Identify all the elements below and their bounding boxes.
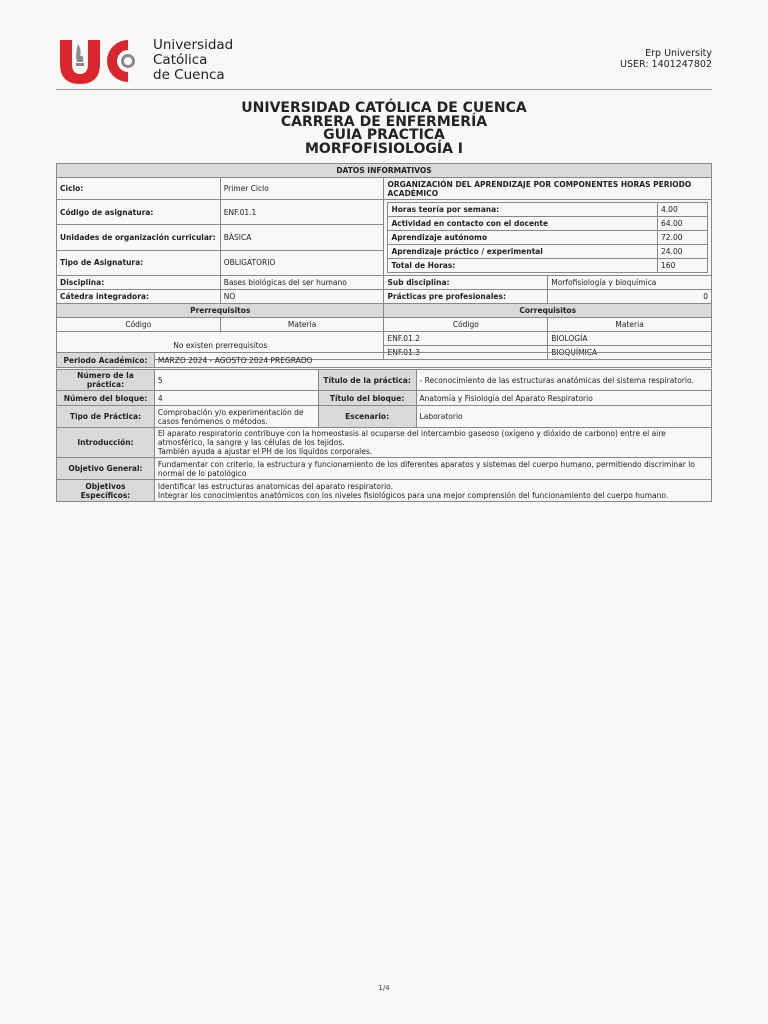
objetivo-especifico-1: Identificar las estructuras anatomicas del aparato respiratorio.: [157, 481, 394, 491]
objetivos-especificos-value: [154, 480, 711, 502]
objetivo-general-value: Fundamentar con criterio, la estructura y funcionamiento de los diferentes aparatos y sistemas del cuerpo humano, permitiendo discriminar lo normal de lo patológico: [154, 458, 711, 480]
subdisciplina-value: Morfofisiología y bioquímica: [548, 276, 712, 290]
co-materia-header: Materia: [548, 318, 712, 332]
objetivos-especificos-label: Objetivos Específicos:: [57, 480, 155, 502]
horas-row: [388, 245, 708, 259]
objetivo-general-label: Objetivo General:: [57, 458, 155, 480]
ciclo-label: Ciclo:: [57, 178, 221, 200]
datos-title: DATOS INFORMATIVOS: [57, 164, 712, 178]
catedra-value: NO: [220, 290, 384, 304]
introduccion-label: Introducción:: [57, 428, 155, 458]
ciclo-value: Primer Ciclo: [220, 178, 384, 200]
logo-wordmark: [153, 38, 233, 83]
org-title: ORGANIZACIÓN DEL APRENDIZAJE POR COMPONENTES HORAS PERIODO ACADÉMICO: [384, 178, 712, 200]
titulo-practica-value: - Reconocimiento de las estructuras anatómicas del sistema respiratorio.: [416, 370, 711, 391]
ucacue-logo-icon: [58, 36, 150, 86]
correquisitos-title: Correquisitos: [384, 304, 712, 318]
numero-bloque-label: Número del bloque:: [57, 391, 155, 406]
practicas-value: 0: [548, 290, 712, 304]
periodo-label: Periodo Académico:: [57, 353, 155, 368]
catedra-label: Cátedra integradora:: [57, 290, 221, 304]
unidades-value: BÁSICA: [220, 225, 384, 250]
titulo-bloque-value: Anatomía y Fisiología del Aparato Respiratorio: [416, 391, 711, 406]
horas-value: 160: [658, 259, 708, 273]
horas-row: [388, 259, 708, 273]
horas-label: Actividad en contacto con el docente: [388, 217, 658, 231]
subdisciplina-label: Sub disciplina:: [384, 276, 548, 290]
document-titles: [56, 102, 712, 156]
horas-label: Aprendizaje práctico / experimental: [388, 245, 658, 259]
title-subject: MORFOFISIOLOGÍA I: [305, 140, 463, 157]
correquisito-codigo: ENF.01.2: [384, 332, 548, 346]
pre-codigo-header: Código: [57, 318, 221, 332]
horas-row: [388, 217, 708, 231]
introduccion-line-2: También ayuda a ajustar el PH de los líquidos corporales.: [157, 447, 373, 456]
practica-table: [56, 352, 712, 502]
objetivo-especifico-2: Integrar los conocimientos anatómicos con los niveles fisiológicos para una mejor comprensión del funcionamiento del cuerpo humano.: [157, 490, 669, 500]
erp-user: USER: 1401247802: [620, 59, 712, 70]
title-career: CARRERA DE ENFERMERÍA: [280, 113, 488, 130]
horas-value: 4.00: [658, 203, 708, 217]
logo-line-2: Católica: [153, 52, 208, 68]
horas-label: Aprendizaje autónomo: [388, 231, 658, 245]
codigo-value: ENF.01.1: [220, 200, 384, 225]
university-logo: [58, 36, 238, 86]
introduccion-value: [154, 428, 711, 458]
page-number: 1/4: [378, 984, 390, 992]
title-guide: GUIA PRACTICA: [323, 127, 445, 143]
disciplina-label: Disciplina:: [57, 276, 221, 290]
tipo-asignatura-label: Tipo de Asignatura:: [57, 250, 221, 275]
horas-cell: [384, 200, 712, 276]
pre-materia-header: Materia: [220, 318, 384, 332]
title-university: UNIVERSIDAD CATÓLICA DE CUENCA: [241, 100, 527, 116]
practicas-label: Prácticas pre profesionales:: [384, 290, 548, 304]
unidades-label: Unidades de organización curricular:: [57, 225, 221, 250]
no-prerrequisitos: No existen prerrequisitos: [57, 332, 384, 360]
disciplina-value: Bases biológicas del ser humano: [220, 276, 384, 290]
horas-row: [388, 231, 708, 245]
tipo-practica-label: Tipo de Práctica:: [57, 406, 155, 428]
codigo-label: Código de asignatura:: [57, 200, 221, 225]
numero-practica-value: 5: [154, 370, 318, 391]
co-codigo-header: Código: [384, 318, 548, 332]
horas-row: [388, 203, 708, 217]
tipo-asignatura-value: OBLIGATORIO: [220, 250, 384, 275]
escenario-value: Laboratorio: [416, 406, 711, 428]
horas-value: 64.00: [658, 217, 708, 231]
correquisito-materia: BIOQUÍMICA: [548, 346, 712, 360]
erp-user-info: [620, 48, 712, 70]
escenario-label: Escenario:: [318, 406, 416, 428]
logo-line-3: de Cuenca: [153, 67, 225, 83]
titulo-practica-label: Título de la práctica:: [318, 370, 416, 391]
tipo-practica-value: Comprobación y/o experimentación de casos fenómenos o métodos.: [154, 406, 318, 428]
horas-value: 72.00: [658, 231, 708, 245]
correquisito-codigo: ENF.01.3: [384, 346, 548, 360]
horas-label: Total de Horas:: [388, 259, 658, 273]
erp-name: Erp University: [645, 48, 712, 59]
datos-informativos-table: [56, 163, 712, 360]
header-divider: [56, 89, 712, 90]
horas-table: [387, 202, 708, 273]
numero-bloque-value: 4: [154, 391, 318, 406]
logo-line-1: Universidad: [153, 37, 234, 53]
introduccion-line-1: El aparato respiratorio contribuye con la homeostasis al ocuparse del intercambio gaseoso (oxígeno y dióxido de carbono) entre el aire atmosférico, la sangre y las células de los tejidos.: [157, 429, 666, 447]
correquisito-materia: BIOLOGÍA: [548, 332, 712, 346]
titulo-bloque-label: Título del bloque:: [318, 391, 416, 406]
periodo-value: MARZO 2024 - AGOSTO 2024 PREGRADO: [154, 353, 711, 368]
prerrequisitos-title: Prerrequisitos: [57, 304, 384, 318]
horas-value: 24.00: [658, 245, 708, 259]
numero-practica-label: Número de la práctica:: [57, 370, 155, 391]
horas-label: Horas teoría por semana:: [388, 203, 658, 217]
